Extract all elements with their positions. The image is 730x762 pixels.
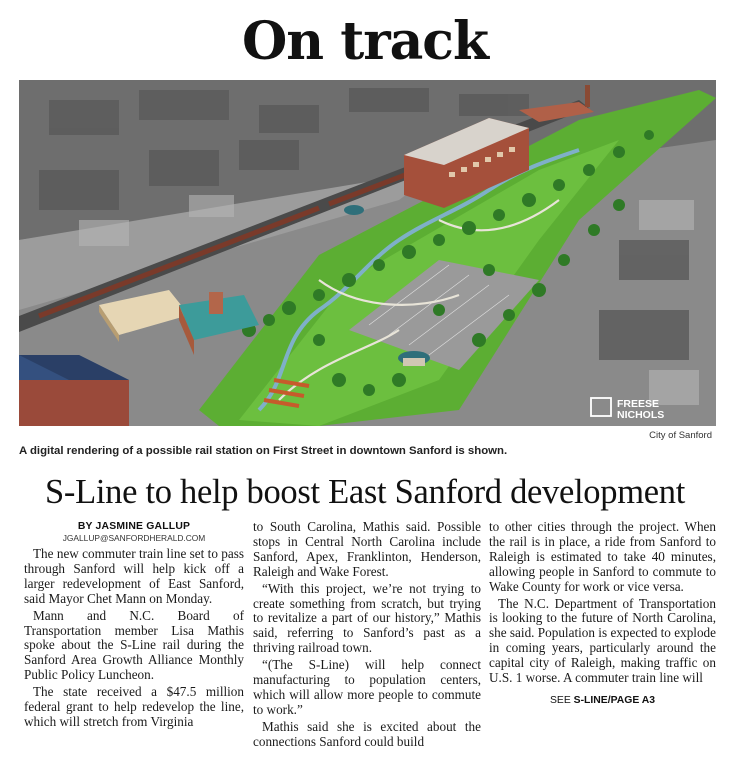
article-headline: S-Line to help boost East Sanford development [45, 473, 685, 511]
photo-caption: A digital rendering of a possible rail station on First Street in downtown Sanford is shown. [19, 445, 508, 457]
rail-station-rendering [19, 80, 716, 426]
paragraph: “With this project, we’re not trying to create something from scratch, but trying to revitalize a part of our history,” Mathis said, referring to Sanford’s past as a thriving railroad town. [253, 580, 481, 656]
article-column-3 [489, 520, 716, 752]
jump-line[interactable] [489, 694, 716, 709]
paragraph: Mathis said she is excited about the connections Sanford could build [253, 718, 481, 749]
author-email: JGALLUP@SANFORDHERALD.COM [62, 533, 206, 543]
article-column-2 [253, 520, 481, 752]
article-column-1 [24, 520, 244, 752]
photo-credit: City of Sanford [649, 430, 712, 441]
paragraph: “(The S-Line) will help connect manufacturing to population centers, which will allow more people to commute to work.” [253, 657, 481, 717]
byline: BY JASMINE GALLUP [77, 521, 191, 532]
paragraph: Mann and N.C. Board of Transportation member Lisa Mathis spoke about the S-Line rail during the Sanford Area Growth Alliance Monthly Public Policy Luncheon. [24, 607, 244, 683]
jump-target[interactable]: S-LINE/PAGE A3 [573, 694, 656, 706]
rendering-photo [19, 80, 716, 426]
headline: On track [241, 11, 488, 72]
jump-prefix: SEE [549, 694, 574, 706]
paragraph: The N.C. Department of Transportation is looking to the future of North Carolina, she said. Population is expected to explode in coming years, particularly around the capital city of Raleigh, making traffic on U.S. 1 worse. A commuter train line will [489, 595, 716, 686]
watermark-text-1: FREESE [617, 398, 660, 410]
watermark-text-2: NICHOLS [617, 409, 665, 421]
paragraph: to other cities through the project. When the rail is in place, a ride from Sanford to Raleigh is estimated to take 40 minutes, allowing people in Sanford to commute to Wake County for work or vice versa. [489, 519, 716, 594]
paragraph: The new commuter train line set to pass through Sanford will help kick off a larger redevelopment of East Sanford, said Mayor Chet Mann on Monday. [24, 546, 244, 606]
paragraph: to South Carolina, Mathis said. Possible stops in Central North Carolina include Sanford, Apex, Franklinton, Henderson, Raleigh and Wake Forest. [253, 519, 481, 579]
paragraph: The state received a $47.5 million federal grant to help redevelop the line, which will stretch from Virginia [24, 684, 244, 729]
